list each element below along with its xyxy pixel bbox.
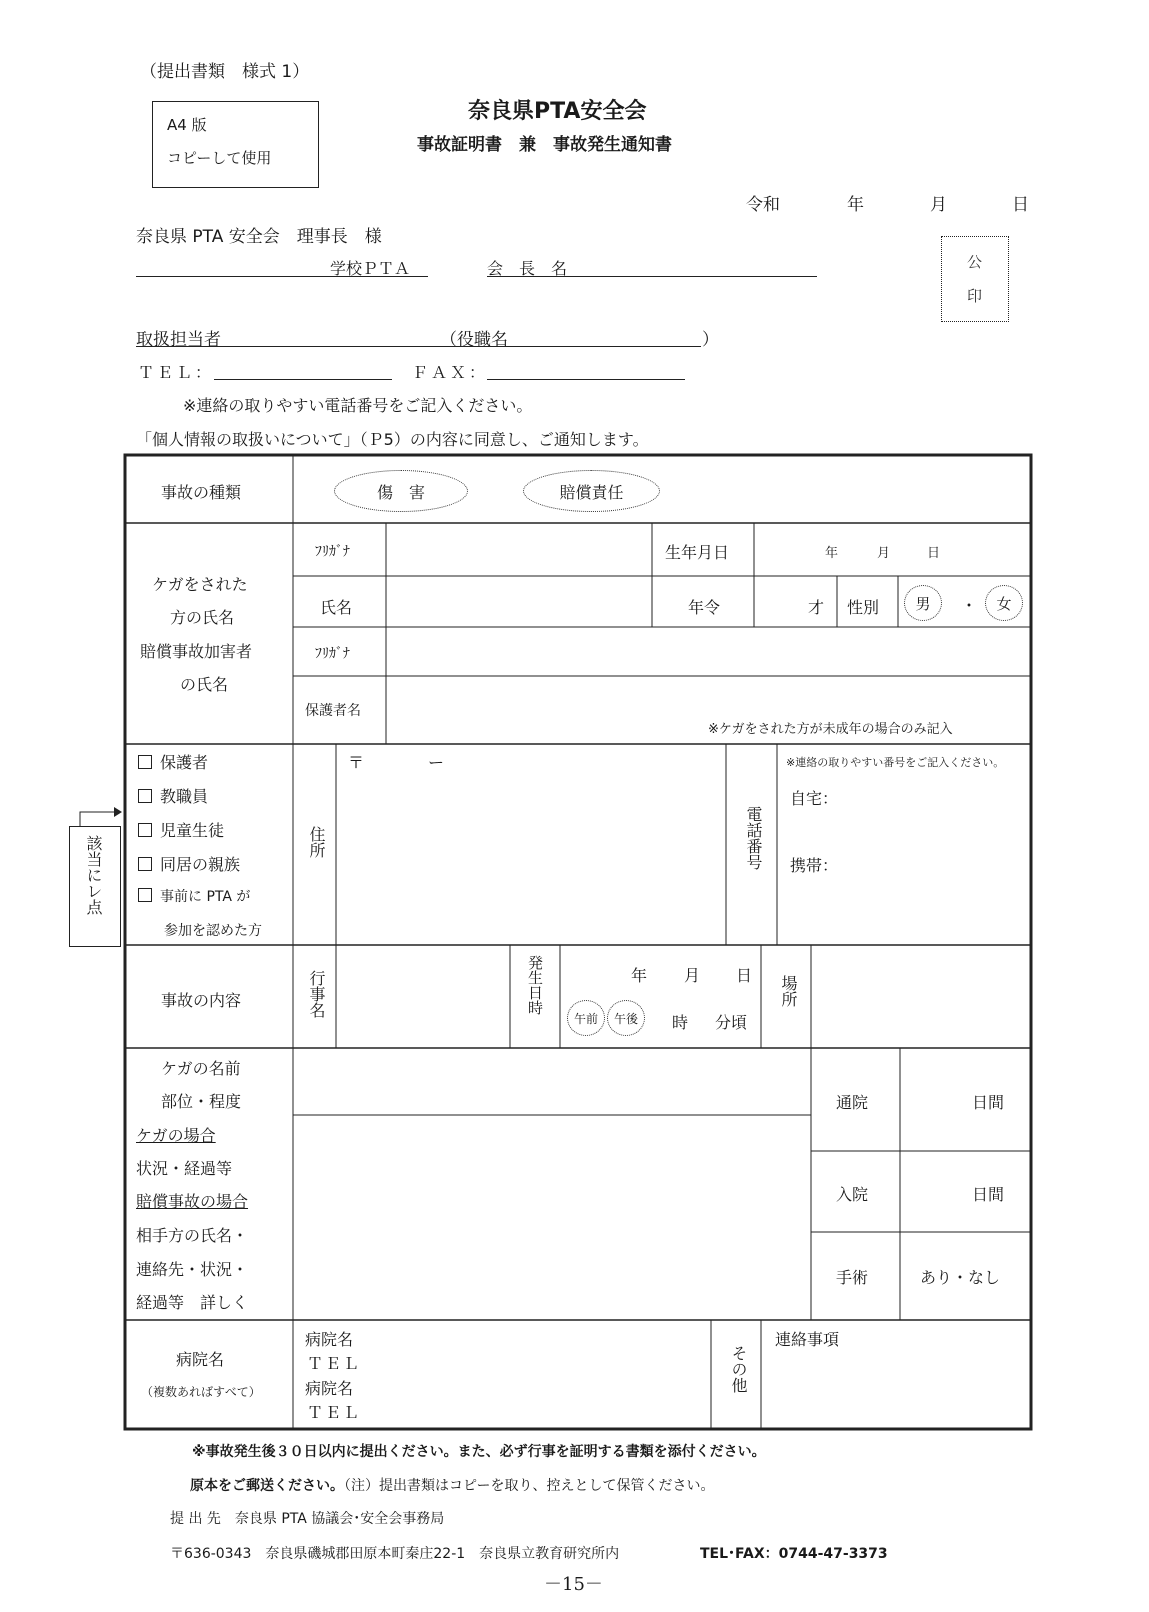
postal-dash: ー	[428, 753, 445, 772]
seal-char-2: 印	[967, 287, 983, 305]
handler-label: 取扱担当者	[136, 330, 221, 350]
occur-day-unit: 日	[736, 966, 753, 985]
type-injury-option[interactable]	[334, 470, 468, 512]
relation-guardian-label: 保護者	[160, 753, 209, 772]
accident-type-label: 事故の種類	[161, 483, 242, 502]
checkbox[interactable]	[138, 755, 152, 769]
notes-label: 連絡事項	[775, 1330, 840, 1349]
gender-female-text: 女	[996, 594, 1012, 613]
relation-pta-label-1: 事前に PTA が	[160, 889, 251, 905]
hospital-tel-1: ＴＥＬ	[307, 1354, 362, 1373]
inpatient-days-unit: 日間	[972, 1185, 1005, 1204]
relation-pta-label-2: 参加を認めた方	[164, 923, 262, 939]
phone-home-label: 自宅：	[790, 789, 839, 808]
mail-note-rest: （注）提出書類はコピーを取り、控えとして保管ください。	[344, 1478, 715, 1494]
hospital-tel-2: ＴＥＬ	[307, 1403, 362, 1422]
place-input[interactable]	[815, 949, 1027, 1044]
injury-name-input[interactable]	[297, 1052, 807, 1111]
deadline-note: ※事故発生後３０日以内に提出ください。また、必ず行事を証明する書類を添付ください。	[192, 1444, 766, 1460]
injury-name-label-1: ケガの名前	[161, 1059, 241, 1078]
injured-name-line2: 方の氏名	[170, 608, 235, 627]
name-input[interactable]	[390, 580, 648, 624]
checkbox[interactable]	[138, 888, 152, 902]
relation-staff[interactable]	[138, 784, 208, 807]
birth-day-unit: 日	[927, 546, 941, 561]
gender-male-option[interactable]	[904, 585, 942, 621]
fax-label: ＦＡＸ：	[412, 363, 489, 382]
other-party-line1: 相手方の氏名・	[136, 1226, 249, 1245]
pm-text: 午後	[613, 1011, 638, 1026]
surgery-value[interactable]: あり・なし	[920, 1268, 1001, 1287]
checkbox[interactable]	[138, 789, 152, 803]
event-input[interactable]	[340, 949, 506, 1044]
phone-note: ※連絡の取りやすい番号をご記入ください。	[786, 756, 1005, 769]
name-label: 氏名	[320, 598, 353, 617]
hospital-note: （複数あればすべて）	[141, 1385, 261, 1399]
minute-unit: 分頃	[715, 1013, 748, 1032]
relation-guardian[interactable]	[138, 750, 208, 773]
tel-label: ＴＥＬ：	[138, 363, 215, 382]
contact-note: ※連絡の取りやすい電話番号をご記入ください。	[183, 396, 533, 415]
birth-month-unit: 月	[877, 546, 891, 561]
case-liability-label: 賠償事故の場合	[136, 1192, 249, 1211]
hospital-name-1: 病院名	[305, 1330, 354, 1349]
guardian-label: 保護者名	[305, 703, 361, 719]
checkbox[interactable]	[138, 823, 152, 837]
type-liability-option[interactable]	[523, 470, 660, 512]
submit-to: 提 出 先 奈良県 PTA 協議会･安全会事務局	[170, 1511, 445, 1527]
birth-date-label: 生年月日	[665, 543, 730, 562]
relation-family-label: 同居の親族	[160, 855, 241, 874]
date-month-label: 月	[930, 195, 947, 215]
date-year-label: 年	[847, 195, 864, 215]
status-progress-label: 状況・経過等	[136, 1159, 233, 1178]
hospital-name-2: 病院名	[305, 1379, 354, 1398]
position-close: ）	[702, 330, 719, 350]
notes-input[interactable]	[765, 1350, 1027, 1425]
furigana-label: ﾌﾘｶﾞﾅ	[315, 544, 350, 560]
details-input[interactable]	[297, 1119, 807, 1316]
addressee: 奈良県 PTA 安全会 理事長 様	[136, 227, 382, 247]
injured-name-line1: ケガをされた	[152, 575, 248, 594]
event-label: 行事名	[307, 970, 326, 1018]
injury-name-label-2: 部位・程度	[161, 1092, 242, 1111]
occur-year-unit: 年	[631, 966, 648, 985]
am-option[interactable]	[567, 1000, 605, 1036]
type-injury-text: 傷 害	[376, 482, 425, 502]
surgery-label: 手術	[836, 1268, 869, 1287]
mail-note-bold: 原本をご郵送ください。	[190, 1478, 344, 1494]
other-label: その他	[729, 1345, 748, 1393]
a4-note-line1: A4 版	[167, 116, 207, 134]
other-party-line2: 連絡先・状況・	[136, 1260, 249, 1279]
seal-char-1: 公	[967, 253, 983, 271]
hour-unit: 時	[672, 1013, 689, 1032]
occurrence-label: 発生日時	[526, 955, 544, 1015]
gender-label: 性別	[847, 598, 880, 617]
check-note-text: 該当にレ点	[84, 835, 103, 915]
address-label: 住所	[307, 826, 326, 858]
age-label: 年令	[688, 598, 721, 617]
date-era: 令和	[746, 195, 780, 215]
hospital-label: 病院名	[176, 1350, 225, 1369]
outpatient-label: 通院	[836, 1093, 869, 1112]
mail-note	[190, 1475, 714, 1495]
accident-content-label: 事故の内容	[161, 991, 242, 1010]
phone-mobile-label: 携帯：	[790, 856, 839, 875]
case-injury-label: ケガの場合	[136, 1126, 216, 1145]
form-subtitle: 事故証明書 兼 事故発生通知書	[417, 135, 672, 155]
guardian-input[interactable]	[390, 680, 1026, 720]
office-telfax: TEL･FAX：0744-47-3373	[700, 1546, 888, 1562]
relation-family[interactable]	[138, 852, 240, 875]
chairman-label: 会 長 名	[487, 259, 568, 278]
relation-staff-label: 教職員	[160, 787, 209, 806]
relation-student-label: 児童生徒	[160, 821, 225, 840]
gender-female-option[interactable]	[985, 585, 1023, 621]
am-text: 午前	[573, 1011, 598, 1026]
furigana-label-2: ﾌﾘｶﾞﾅ	[315, 646, 350, 662]
school-pta-label: 学校ＰＴＡ	[330, 259, 411, 278]
age-unit: 才	[808, 598, 825, 617]
gender-male-text: 男	[915, 594, 931, 613]
birth-year-unit: 年	[825, 546, 839, 561]
phone-label: 電話番号	[744, 806, 763, 870]
injured-name-line4: の氏名	[180, 675, 229, 694]
address-input[interactable]	[340, 775, 722, 941]
pm-option[interactable]	[607, 1000, 645, 1036]
minor-note: ※ケガをされた方が未成年の場合のみ記入	[708, 722, 953, 737]
relation-student[interactable]	[138, 818, 224, 841]
form-type-label: （提出書類 様式 1）	[140, 62, 310, 82]
furigana-input[interactable]	[390, 527, 648, 572]
a4-note-line2: コピーして使用	[167, 149, 272, 167]
consent-statement: 「個人情報の取扱いについて」（Ｐ5）の内容に同意し、ご通知します。	[136, 430, 649, 449]
checkbox[interactable]	[138, 857, 152, 871]
office-address: 〒636-0343 奈良県磯城郡田原本町秦庄22-1 奈良県立教育研究所内	[170, 1546, 620, 1562]
position-open: （役職名	[440, 330, 508, 350]
inpatient-label: 入院	[836, 1185, 869, 1204]
postal-mark: 〒	[348, 753, 365, 772]
date-day-label: 日	[1012, 195, 1029, 215]
form-title: 奈良県PTA安全会	[468, 99, 647, 124]
relation-pta-approved[interactable]	[138, 886, 250, 906]
gender-separator: ・	[961, 596, 978, 615]
outpatient-days-unit: 日間	[972, 1093, 1005, 1112]
occur-month-unit: 月	[684, 966, 701, 985]
type-liability-text: 賠償責任	[559, 482, 624, 502]
page-number: －15－	[544, 1574, 603, 1595]
injured-name-line3: 賠償事故加害者	[140, 642, 253, 661]
place-label: 場所	[779, 975, 798, 1007]
other-party-line3: 経過等 詳しく	[136, 1293, 249, 1312]
